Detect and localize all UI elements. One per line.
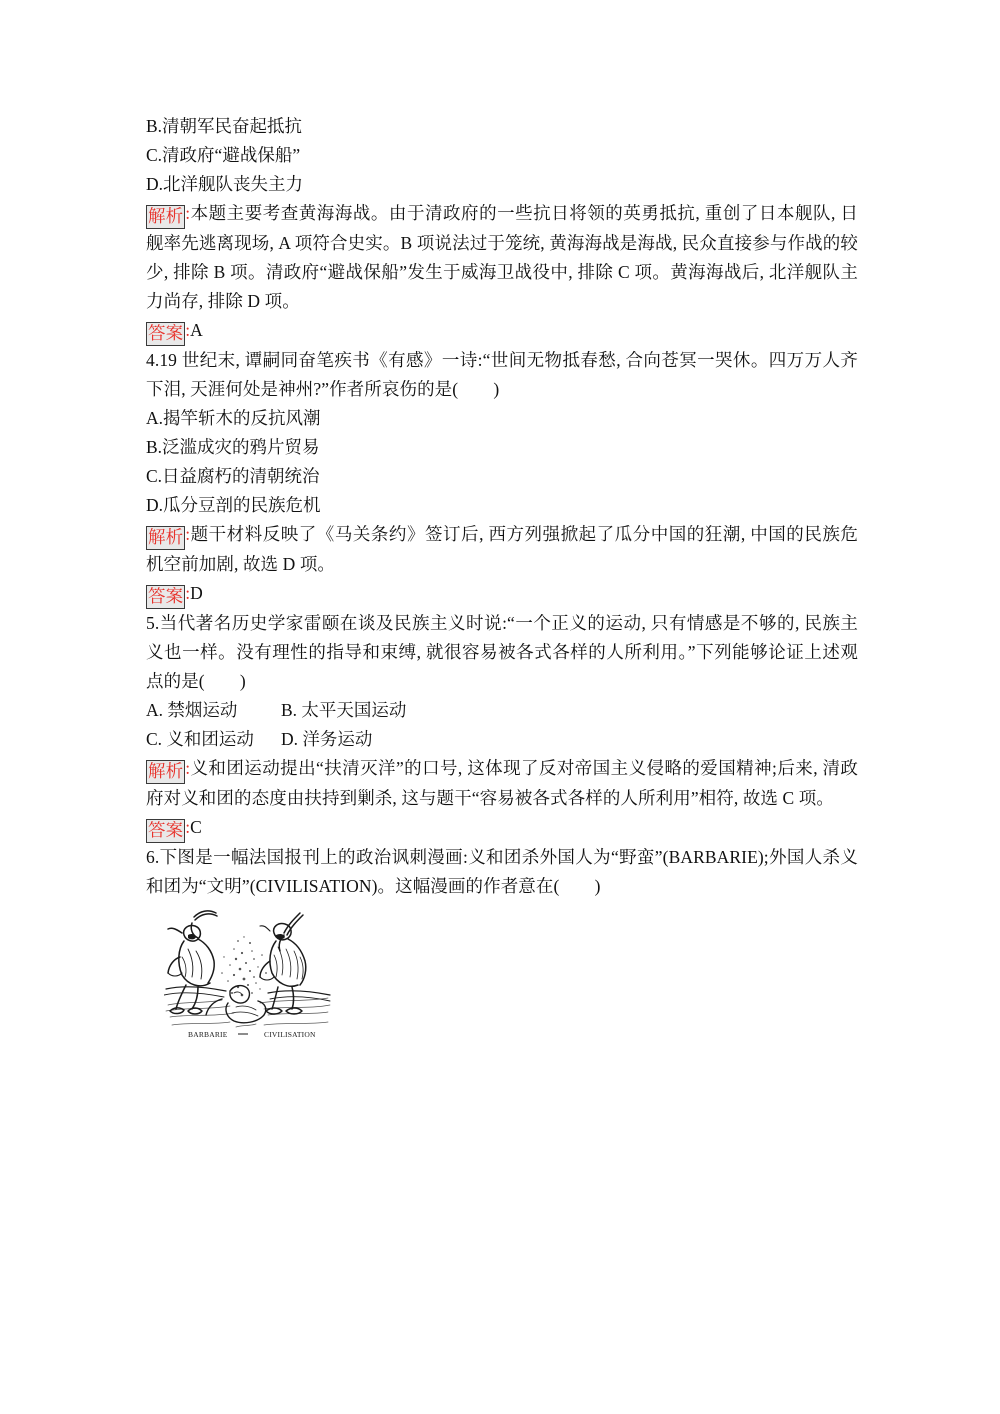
q5-answer-value: C (190, 817, 202, 837)
q5-option-b: B. 太平天国运动 (281, 700, 407, 720)
answer-colon: : (185, 320, 191, 340)
q6-stem: 6.下图是一幅法国报刊上的政治讽刺漫画:义和团杀外国人为“野蛮”(BARBARIE);外国人杀义和团为“文明”(CIVILISATION)。这幅漫画的作者意在( ) (146, 847, 858, 896)
q5-stem: 5.当代著名历史学家雷颐在谈及民族主义时说:“一个正义的运动, 只有情感是不够的, 民族主义也一样。没有理性的指导和束缚, 就很容易被各式各样的人所利用。”下列能够论证上述观点的是( ) (146, 613, 858, 691)
answer-colon: : (185, 583, 191, 603)
q3-answer-value: A (190, 320, 203, 340)
q4-option-c: C.日益腐朽的清朝统治 (146, 466, 320, 486)
q5-option-a: A. 禁烟运动 (146, 700, 238, 720)
q4-option-d: D.瓜分豆剖的民族危机 (146, 495, 321, 515)
q5-analysis-text: 义和团运动提出“扶清灭洋”的口号, 这体现了反对帝国主义侵略的爱国精神;后来, 清政府对义和团的态度由扶持到剿杀, 这与题干“容易被各式各样的人所利用”相符, 故选 C 项。 (146, 758, 858, 808)
q4-analysis-block (146, 520, 858, 579)
analysis-colon: : (185, 758, 191, 778)
q5-answer-block (146, 813, 858, 843)
q4-answer-value: D (190, 583, 203, 603)
q5-options (146, 696, 858, 754)
cartoon-caption-left: BARBARIE (188, 1030, 228, 1039)
q3-analysis-text: 本题主要考查黄海海战。由于清政府的一些抗日将领的英勇抵抗, 重创了日本舰队, 日舰率先逃离现场, A 项符合史实。B 项说法过于笼统, 黄海海战是海战, 民众直接参与作战的较少, 排除 B 项。清政府“避战保船”发生于威海卫战役中, 排除 C 项。黄海海战后, 北洋舰队主力尚存, 排除 D 项。 (146, 203, 858, 311)
answer-label: 答案 (146, 322, 185, 346)
q3-answer-block (146, 316, 858, 346)
q3-analysis-block (146, 199, 858, 316)
analysis-colon: : (185, 524, 191, 544)
q4-answer-block (146, 579, 858, 609)
answer-label: 答案 (146, 819, 185, 843)
q4-stem: 4.19 世纪末, 谭嗣同奋笔疾书《有感》一诗:“世间无物抵春愁, 合向苍冥一哭休。四万万人齐下泪, 天涯何处是神州?”作者所哀伤的是( ) (146, 350, 858, 399)
q4-option-a: A.揭竿斩木的反抗风潮 (146, 408, 321, 428)
q5-option-d: D. 洋务运动 (281, 729, 373, 749)
analysis-label: 解析 (146, 205, 185, 229)
q3-option-b: B.清朝军民奋起抵抗 (146, 116, 303, 136)
q3-option-d: D.北洋舰队丧失主力 (146, 174, 304, 194)
q4-option-b: B.泛滥成灾的鸦片贸易 (146, 437, 320, 457)
answer-colon: : (185, 817, 191, 837)
q3-option-c: C.清政府“避战保船” (146, 145, 301, 165)
q5-option-row-1 (146, 696, 858, 725)
cartoon-caption-right: CIVILISATION (264, 1030, 316, 1039)
q5-option-c: C. 义和团运动 (146, 729, 254, 749)
analysis-label: 解析 (146, 760, 185, 784)
answer-label: 答案 (146, 585, 185, 609)
cartoon-illustration (164, 907, 332, 1045)
page-content (146, 112, 858, 1045)
q5-option-row-2 (146, 725, 858, 754)
analysis-label: 解析 (146, 526, 185, 550)
analysis-colon: : (185, 203, 191, 223)
political-satire-cartoon (164, 907, 332, 1045)
q5-analysis-block (146, 754, 858, 813)
q4-analysis-text: 题干材料反映了《马关条约》签订后, 西方列强掀起了瓜分中国的狂潮, 中国的民族危机空前加剧, 故选 D 项。 (146, 524, 858, 574)
